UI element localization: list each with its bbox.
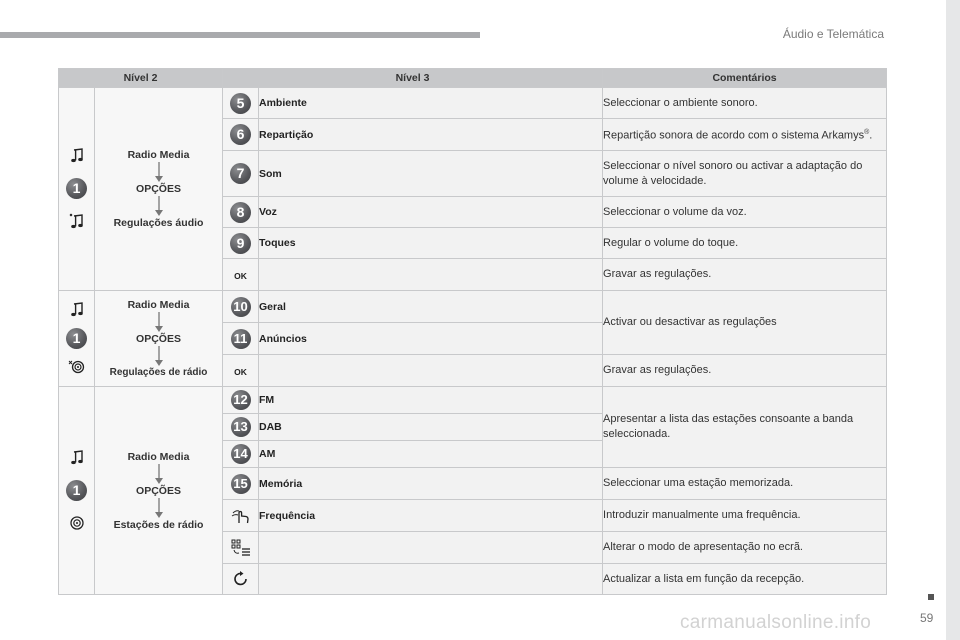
level3-label: Voz — [259, 197, 603, 228]
step-badge: 14 — [231, 444, 251, 464]
header-level2: Nível 2 — [59, 69, 223, 88]
display-mode-icon — [230, 539, 252, 557]
comment: Actualizar a lista em função da recepção. — [603, 564, 887, 595]
step-badge: 6 — [230, 124, 251, 145]
hand-icon — [231, 507, 251, 525]
flow-audio — [95, 88, 223, 291]
table-row — [59, 88, 887, 119]
step-badge: 1 — [66, 178, 87, 199]
header-level3: Nível 3 — [223, 69, 603, 88]
radio-settings-icon — [68, 359, 86, 375]
step-badge: 5 — [230, 93, 251, 114]
comment: Repartição sonora de acordo com o sistema Arkamys®. — [603, 119, 887, 151]
watermark: carmanualsonline.info — [680, 612, 872, 633]
level3-label: Repartição — [259, 119, 603, 151]
settings-table — [58, 68, 887, 595]
step-badge: 9 — [230, 233, 251, 254]
flow-step: Radio Media — [127, 450, 190, 463]
table-row — [59, 387, 887, 414]
table-row — [59, 291, 887, 323]
level3-label: Ambiente — [259, 88, 603, 119]
arrow-down-icon — [154, 161, 164, 183]
music-note-icon — [70, 302, 84, 318]
level3-label: Anúncios — [259, 323, 603, 355]
step-badge: 12 — [231, 390, 251, 410]
level3-label: FM — [259, 387, 603, 414]
level3-label — [259, 532, 603, 564]
level3-label: AM — [259, 441, 603, 468]
step-badge: 8 — [230, 202, 251, 223]
level3-label: Geral — [259, 291, 603, 323]
arrow-down-icon — [154, 195, 164, 217]
radio-station-icon — [69, 515, 85, 531]
section-title: Áudio e Telemática — [782, 27, 884, 41]
comment: Seleccionar o nível sonoro ou activar a adaptação do volume à velocidade. — [603, 151, 887, 197]
flow-radio — [95, 291, 223, 387]
refresh-icon — [232, 570, 250, 588]
audio-settings-icon — [69, 213, 85, 231]
level3-label — [259, 355, 603, 387]
top-rule — [0, 32, 480, 38]
arrow-down-icon — [154, 311, 164, 333]
comment: Apresentar a lista das estações consoante a banda seleccionada. — [603, 387, 887, 468]
step-badge: 11 — [231, 329, 251, 349]
flow-step: OPÇÕES — [136, 333, 181, 345]
step-badge: 1 — [66, 480, 87, 501]
table-header-row — [59, 69, 887, 88]
flow-step: Radio Media — [127, 299, 190, 311]
comment: Regular o volume do toque. — [603, 228, 887, 259]
side-strip — [946, 0, 960, 640]
level3-label: Frequência — [259, 500, 603, 532]
arrow-down-icon — [154, 463, 164, 485]
comment: Seleccionar o ambiente sonoro. — [603, 88, 887, 119]
flow-step: OPÇÕES — [136, 484, 181, 497]
level3-label — [259, 564, 603, 595]
level3-label: DAB — [259, 414, 603, 441]
step-badge: 13 — [231, 417, 251, 437]
flow-step: Radio Media — [127, 149, 190, 161]
comment: Introduzir manualmente uma frequência. — [603, 500, 887, 532]
group-icons — [59, 387, 95, 595]
music-note-icon — [70, 450, 84, 466]
arrow-down-icon — [154, 345, 164, 367]
comment: Alterar o modo de apresentação no ecrã. — [603, 532, 887, 564]
header-comments: Comentários — [603, 69, 887, 88]
comment: Seleccionar uma estação memorizada. — [603, 468, 887, 500]
comment: Gravar as regulações. — [603, 259, 887, 291]
group-icons — [59, 88, 95, 291]
comment: Seleccionar o volume da voz. — [603, 197, 887, 228]
ok-key: OK — [234, 270, 247, 281]
level3-label: Toques — [259, 228, 603, 259]
group-icons — [59, 291, 95, 387]
flow-step: Regulações de rádio — [109, 367, 208, 378]
level3-label — [259, 259, 603, 291]
flow-step: OPÇÕES — [136, 183, 181, 195]
step-badge: 7 — [230, 163, 251, 184]
step-badge: 1 — [66, 328, 87, 349]
end-marker — [928, 594, 934, 600]
comment: Gravar as regulações. — [603, 355, 887, 387]
music-note-icon — [70, 148, 84, 164]
arrow-down-icon — [154, 497, 164, 519]
step-badge: 15 — [231, 474, 251, 494]
flow-stations — [95, 387, 223, 595]
step-badge: 10 — [231, 297, 251, 317]
flow-step: Estações de rádio — [113, 518, 204, 531]
flow-step: Regulações áudio — [113, 217, 204, 229]
level3-label: Memória — [259, 468, 603, 500]
level3-label: Som — [259, 151, 603, 197]
page-number: 59 — [920, 611, 934, 625]
comment: Activar ou desactivar as regulações — [603, 291, 887, 355]
ok-key: OK — [234, 366, 247, 377]
